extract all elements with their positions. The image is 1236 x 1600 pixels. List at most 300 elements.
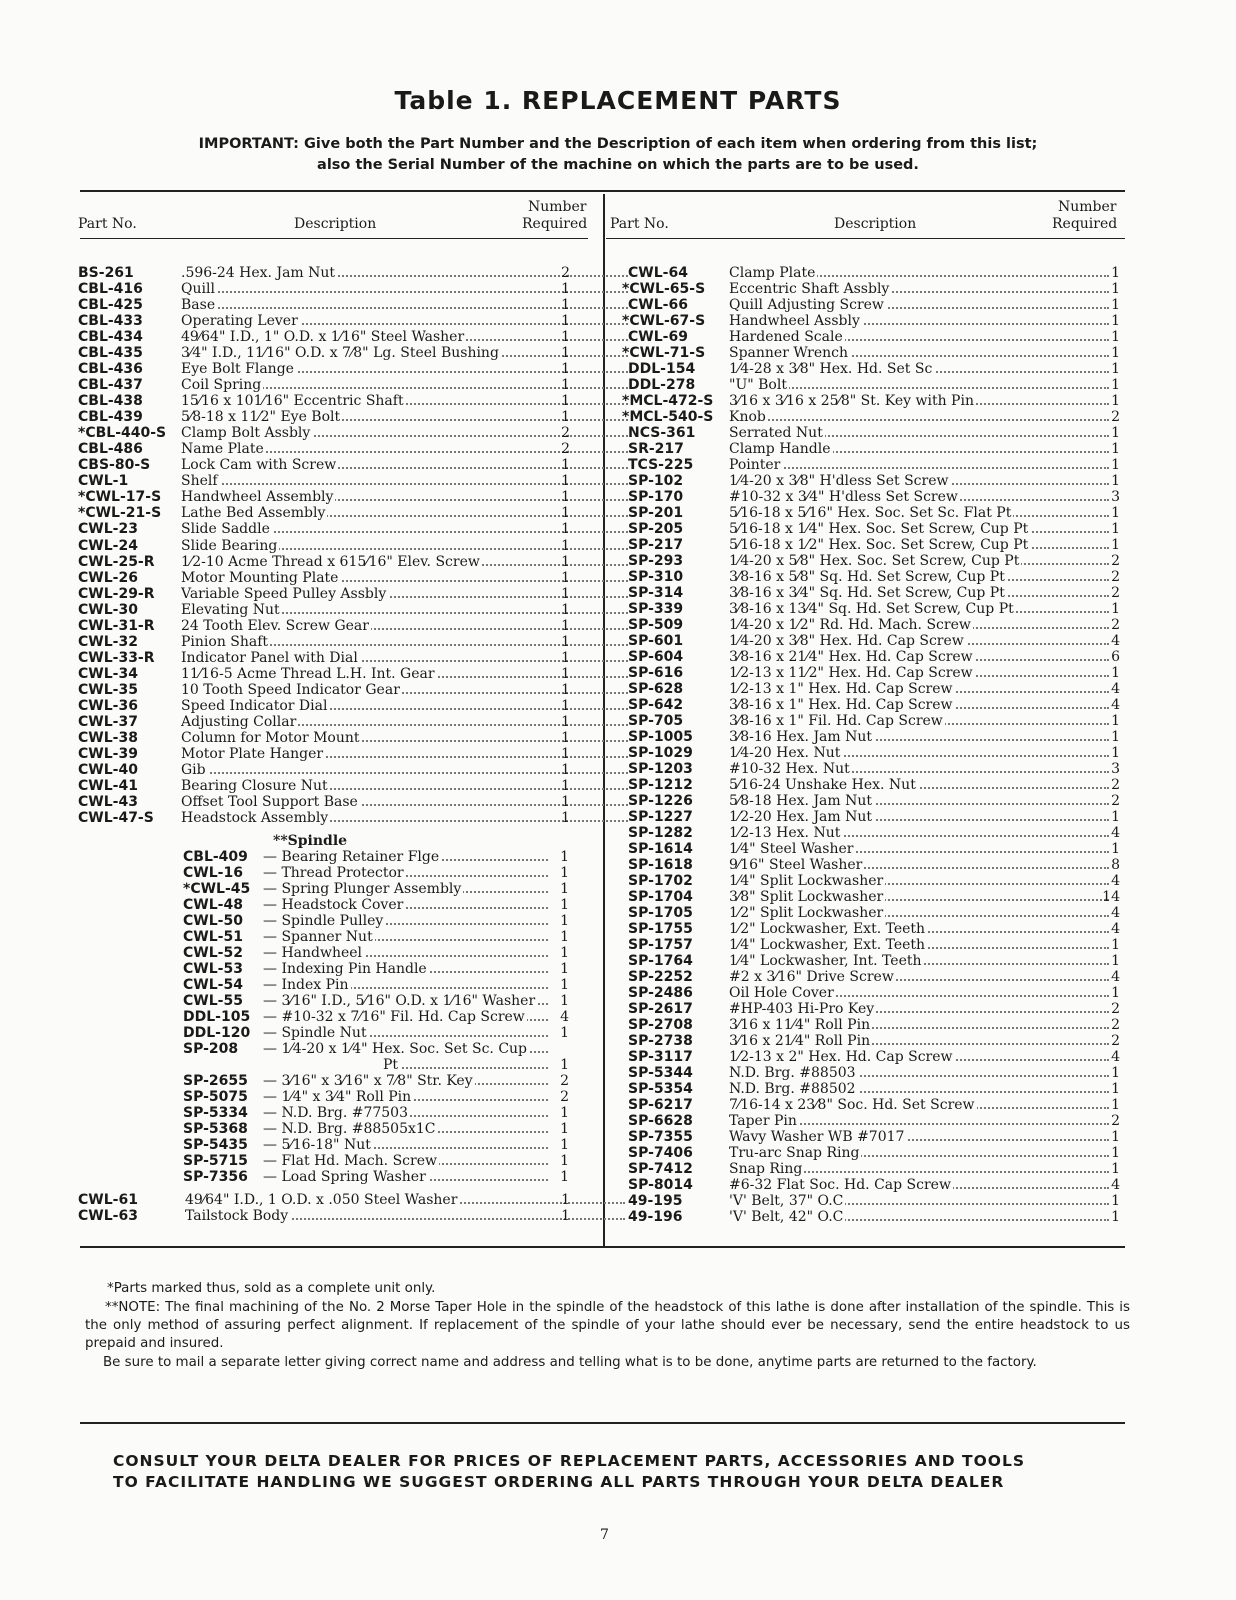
parts-row [183,993,578,1009]
part-quantity: 1 [561,665,570,682]
parts-row [78,409,578,425]
part-number: CWL-55 [183,993,243,1009]
part-number: CWL-30 [78,601,138,618]
part-description-text: #HP-403 Hi-Pro Key [729,1001,875,1017]
part-quantity: 1 [561,377,570,394]
parts-row [622,729,1122,745]
part-number: *CWL-45 [183,881,251,897]
parts-row [622,985,1122,1001]
part-number: SP-1203 [628,761,693,777]
part-number: SP-616 [628,665,684,681]
part-number: CBL-435 [78,345,143,362]
part-number: 49-196 [628,1209,683,1225]
parts-row [78,521,578,537]
parts-row [622,345,1122,361]
part-number: SP-7355 [628,1129,693,1145]
part-description-text: — N.D. Brg. #77503 [263,1105,408,1121]
part-number: SP-2252 [628,969,693,985]
part-quantity: 1 [1111,1145,1120,1161]
part-quantity: 1 [561,473,570,490]
part-quantity: 1 [560,881,569,897]
parts-row [622,1065,1122,1081]
parts-row [78,538,578,554]
part-number: CWL-61 [78,1192,138,1208]
parts-row [622,1145,1122,1161]
part-description [729,649,1109,665]
part-quantity: 1 [561,281,570,298]
part-quantity: 4 [1111,969,1120,985]
part-description [729,825,1109,841]
parts-row [183,1073,578,1089]
part-description-text: 5⁄16-24 Unshake Hex. Nut [729,777,916,793]
part-number: *CWL-65-S [622,281,706,297]
part-quantity: 1 [561,569,570,586]
part-quantity: 1 [1111,1081,1120,1097]
part-number: SP-1282 [628,825,693,841]
part-description [729,1177,1109,1193]
parts-row [183,1137,578,1153]
part-description [729,617,1109,633]
part-description [729,729,1109,745]
part-description-text: "U" Bolt [729,377,787,393]
header-rule-left [80,238,588,239]
part-number: SP-1226 [628,793,693,809]
part-number: SP-1755 [628,921,693,937]
part-description [729,457,1109,473]
parts-row [183,1057,578,1073]
part-quantity: 1 [1111,505,1120,521]
parts-row [622,569,1122,585]
part-description [729,265,1109,281]
parts-row [622,873,1122,889]
part-description-text: 3⁄8" Split Lockwasher [729,889,884,905]
parts-row [78,457,578,473]
part-quantity: 1 [560,1137,569,1153]
part-number: CBL-434 [78,329,143,346]
parts-row [622,393,1122,409]
part-description-text: — Spring Plunger Assembly [263,881,462,897]
part-number: BS-261 [78,265,134,281]
part-description-text: 11⁄16-5 Acme Thread L.H. Int. Gear [181,665,435,682]
part-quantity: 1 [1111,521,1120,537]
parts-row [183,1089,578,1105]
part-description-text: Coil Spring [181,377,262,394]
part-quantity: 1 [561,457,570,474]
part-description [729,601,1109,617]
part-quantity: 1 [1111,1209,1120,1225]
part-description-text: Serrated Nut [729,425,823,441]
part-number: CWL-33-R [78,649,155,666]
part-description-text: 3⁄8-16 x 3⁄4" Sq. Hd. Set Screw, Cup Pt [729,585,1005,601]
right-header-required: Required [1052,216,1118,232]
right-header-description: Description [834,216,917,232]
parts-row [622,809,1122,825]
part-number: SP-5334 [183,1105,248,1121]
part-description [263,961,548,977]
left-header-number: Number [528,199,587,215]
part-number: CWL-69 [628,329,688,345]
part-quantity: 1 [561,601,570,618]
part-quantity: 1 [1111,297,1120,313]
part-quantity: 1 [561,393,570,410]
part-quantity: 2 [560,1073,569,1089]
parts-row [622,473,1122,489]
parts-row [622,953,1122,969]
part-description [729,1001,1109,1017]
part-number: SP-5368 [183,1121,248,1137]
part-description [263,929,548,945]
parts-row [622,1097,1122,1113]
parts-row [78,794,578,810]
parts-row [78,602,578,618]
part-quantity: 1 [561,505,570,522]
part-description [263,1057,548,1073]
part-quantity: 14 [1102,889,1120,905]
part-quantity: 1 [1111,809,1120,825]
part-quantity: 1 [1111,313,1120,329]
parts-row [78,762,578,778]
consult-line2: TO FACILITATE HANDLING WE SUGGEST ORDERING ALL PARTS THROUGH YOUR DELTA DEALER [113,1473,1005,1491]
consult-line1: CONSULT YOUR DELTA DEALER FOR PRICES OF REPLACEMENT PARTS, ACCESSORIES AND TOOLS [113,1452,1025,1470]
parts-row [622,1081,1122,1097]
part-number: SP-1212 [628,777,693,793]
part-description [729,1145,1109,1161]
part-quantity: 1 [1111,1129,1120,1145]
part-description-text: Oil Hole Cover [729,985,834,1001]
part-quantity: 1 [1111,953,1120,969]
part-description-text: 49⁄64" I.D., 1 O.D. x .050 Steel Washer [185,1192,458,1208]
part-number: SP-208 [183,1041,239,1057]
part-number: CWL-51 [183,929,243,945]
part-quantity: 1 [560,977,569,993]
part-description [729,361,1109,377]
part-description [729,537,1109,553]
parts-row [78,714,578,730]
parts-row [78,489,578,505]
part-description-text: Name Plate [181,441,264,458]
parts-row [622,441,1122,457]
part-number: CWL-54 [183,977,243,993]
part-quantity: 1 [1111,537,1120,553]
part-quantity: 1 [561,361,570,378]
part-description [729,1097,1109,1113]
part-description [729,809,1109,825]
part-description-text: — N.D. Brg. #88505x1C [263,1121,436,1137]
part-quantity: 2 [561,425,570,442]
part-number: CBL-433 [78,313,143,330]
part-quantity: 1 [1111,601,1120,617]
parts-row [622,793,1122,809]
part-description-text: Bearing Closure Nut [181,777,328,794]
parts-row [622,313,1122,329]
part-description [729,841,1109,857]
part-description-text: Knob [729,409,766,425]
parts-row [622,681,1122,697]
part-description [729,969,1109,985]
part-description-text: N.D. Brg. #88503 [729,1065,856,1081]
note-star: *Parts marked thus, sold as a complete unit only. [107,1281,436,1296]
part-description [263,849,548,865]
part-quantity: 1 [1111,745,1120,761]
part-number: CWL-66 [628,297,688,313]
part-number: *CWL-71-S [622,345,706,361]
part-quantity: 1 [1111,345,1120,361]
part-number: SP-205 [628,521,684,537]
parts-row [622,1177,1122,1193]
part-description-text: 1⁄2-10 Acme Thread x 615⁄16" Elev. Screw [181,553,480,570]
part-description [729,313,1109,329]
part-quantity: 2 [1111,1033,1120,1049]
part-quantity: 4 [1111,681,1120,697]
part-number: SP-1764 [628,953,693,969]
part-quantity: 1 [561,777,570,794]
parts-row [183,881,578,897]
part-description-text: Variable Speed Pulley Assbly [181,585,387,602]
part-quantity: 4 [1111,1049,1120,1065]
part-quantity: 1 [560,1057,569,1073]
part-number: SP-705 [628,713,684,729]
part-quantity: 1 [561,489,570,506]
part-quantity: 1 [561,745,570,762]
parts-row [78,650,578,666]
part-description-text: Pinion Shaft [181,633,269,650]
top-rule [80,190,1125,192]
part-description [263,977,548,993]
part-description-text: 3⁄8-16 Hex. Jam Nut [729,729,873,745]
parts-row [183,961,578,977]
part-description-text: Eccentric Shaft Assbly [729,281,890,297]
part-quantity: 1 [1111,457,1120,473]
left-header-part-no: Part No. [78,216,137,232]
part-description-text: — 3⁄16" I.D., 5⁄16" O.D. x 1⁄16" Washer [263,993,536,1009]
part-description-text: 'V' Belt, 37" O.C [729,1193,844,1209]
parts-row [622,521,1122,537]
part-description-text: 3⁄16 x 11⁄4" Roll Pin [729,1017,871,1033]
part-quantity: 1 [560,865,569,881]
part-quantity: 1 [1111,425,1120,441]
part-quantity: 1 [561,697,570,714]
note-double-star: **NOTE: The final machining of the No. 2 Morse Taper Hole in the spindle of the headstock of this lathe is done after installation of the spindle. This is the only method of assuring perfect alignment. If replacement of the spindle of your lathe should ever be necessary, send the entire headstock to us prepaid and insured. [85,1300,1130,1351]
part-quantity: 1 [561,729,570,746]
parts-row [622,409,1122,425]
part-description [263,1169,548,1185]
part-number: SP-1702 [628,873,693,889]
part-description-text: 1⁄4-28 x 3⁄8" Hex. Hd. Set Sc [729,361,933,377]
part-number: *CBL-440-S [78,425,167,442]
part-quantity: 4 [1111,825,1120,841]
part-number: CWL-41 [78,777,138,794]
part-description-text: — Bearing Retainer Flge [263,849,440,865]
part-description [729,489,1109,505]
part-quantity: 1 [561,649,570,666]
parts-row [622,889,1122,905]
part-number: SP-5354 [628,1081,693,1097]
part-description [729,793,1109,809]
part-description-text: 7⁄16-14 x 23⁄8" Soc. Hd. Set Screw [729,1097,975,1113]
part-description-text: 1⁄4-20 x 3⁄8" H'dless Set Screw [729,473,949,489]
part-description-text: 1⁄2-13 x 11⁄2" Hex. Hd. Cap Screw [729,665,973,681]
part-number: SP-642 [628,697,684,713]
parts-row [78,281,578,297]
parts-row [78,1192,578,1208]
part-description-text: Quill Adjusting Screw [729,297,884,313]
part-quantity: 4 [560,1009,569,1025]
part-description [729,745,1109,761]
part-quantity: 1 [560,993,569,1009]
parts-row [183,849,578,865]
part-description-text: Clamp Handle [729,441,831,457]
part-description-text: 5⁄16-18 x 1⁄2" Hex. Soc. Set Screw, Cup Pt [729,537,1029,553]
part-description-text: — #10-32 x 7⁄16" Fil. Hd. Cap Screw [263,1009,525,1025]
part-quantity: 1 [561,1208,570,1224]
part-description [263,1153,548,1169]
part-quantity: 1 [1111,937,1120,953]
part-quantity: 1 [560,945,569,961]
part-description [729,1065,1109,1081]
part-number: *MCL-472-S [622,393,714,409]
parts-row [622,281,1122,297]
part-number: SP-6217 [628,1097,693,1113]
part-number: SP-1704 [628,889,693,905]
part-description [729,585,1109,601]
parts-row [622,1017,1122,1033]
part-description-text: — 1⁄4-20 x 1⁄4" Hex. Soc. Set Sc. Cup [263,1041,528,1057]
part-quantity: 3 [1111,489,1120,505]
part-quantity: 1 [1111,361,1120,377]
part-description-text: Pointer [729,457,781,473]
parts-row [622,553,1122,569]
part-description-text: 1⁄4" Lockwasher, Int. Teeth [729,953,922,969]
part-description-text: 1⁄4-20 x 5⁄8" Hex. Soc. Set Screw, Cup Pt [729,553,1020,569]
part-description-text: 1⁄4" Lockwasher, Ext. Teeth [729,937,926,953]
part-description-text: 10 Tooth Speed Indicator Gear [181,681,400,698]
part-description-text: Snap Ring [729,1161,803,1177]
parts-row [622,505,1122,521]
part-number: CWL-53 [183,961,243,977]
part-number: CBL-438 [78,393,143,410]
part-quantity: 4 [1111,921,1120,937]
part-description [729,1081,1109,1097]
part-description [729,569,1109,585]
part-description [729,1193,1109,1209]
part-description [729,761,1109,777]
parts-row [78,698,578,714]
part-description-text: — Thread Protector [263,865,404,881]
part-number: CWL-47-S [78,810,154,827]
parts-row [622,649,1122,665]
part-quantity: 4 [1111,697,1120,713]
part-number: SP-1029 [628,745,693,761]
part-quantity: 1 [560,1121,569,1137]
part-description-text: Offset Tool Support Base [181,793,358,810]
parts-row [622,761,1122,777]
part-description [729,889,1109,905]
part-quantity: 6 [1111,649,1120,665]
part-number: CWL-40 [78,761,138,778]
part-number: SP-5715 [183,1153,248,1169]
part-description-text: #2 x 3⁄16" Drive Screw [729,969,894,985]
part-number: CBL-437 [78,377,143,394]
part-description [729,1129,1109,1145]
part-description-text: Tru-arc Snap Ring [729,1145,860,1161]
part-description [263,865,548,881]
part-description [263,1041,548,1057]
part-description [729,713,1109,729]
parts-row [78,377,578,393]
part-description-text: 3⁄16 x 3⁄16 x 25⁄8" St. Key with Pin [729,393,974,409]
parts-row [622,665,1122,681]
part-number: CWL-43 [78,793,138,810]
part-description [263,913,548,929]
part-number: DDL-120 [183,1025,251,1041]
part-number: SP-170 [628,489,684,505]
left-header-required: Required [522,216,588,232]
part-description-text: Speed Indicator Dial [181,697,328,714]
part-description-text: Clamp Plate [729,265,816,281]
part-number: SP-601 [628,633,684,649]
part-quantity: 2 [1111,1113,1120,1129]
part-description [263,1009,548,1025]
part-quantity: 2 [561,441,570,458]
part-description-text: Handwheel Assbly [729,313,860,329]
important-label: IMPORTANT: [198,136,299,152]
parts-row [622,457,1122,473]
part-number: CWL-23 [78,521,138,538]
part-quantity: 3 [1111,761,1120,777]
parts-row [183,977,578,993]
part-quantity: 1 [1111,985,1120,1001]
part-quantity: 1 [561,345,570,362]
part-description-text: Wavy Washer WB #7017 [729,1129,905,1145]
parts-row [183,929,578,945]
part-quantity: 1 [1111,1065,1120,1081]
part-description-text: 3⁄8-16 x 5⁄8" Sq. Hd. Set Screw, Cup Pt [729,569,1005,585]
part-quantity: 1 [560,929,569,945]
part-number: CWL-31-R [78,617,155,634]
parts-row [622,713,1122,729]
parts-row [78,313,578,329]
part-description-text: 9⁄16" Steel Washer [729,857,863,873]
part-description-text: — Headstock Cover [263,897,404,913]
parts-row [622,633,1122,649]
part-description [729,633,1109,649]
parts-row [622,777,1122,793]
parts-row [183,1105,578,1121]
part-description [729,553,1109,569]
part-number: CBL-416 [78,281,143,298]
parts-row [622,489,1122,505]
part-description [729,409,1109,425]
part-quantity: 1 [1111,1097,1120,1113]
part-description-text: 1⁄2-13 x 2" Hex. Hd. Cap Screw [729,1049,953,1065]
part-number: CWL-38 [78,729,138,746]
part-number: DDL-105 [183,1009,251,1025]
parts-row [622,1049,1122,1065]
part-description-text: 1⁄2-13 Hex. Nut [729,825,841,841]
part-quantity: 1 [560,1169,569,1185]
part-description-text: — Spanner Nut [263,929,373,945]
part-description [263,897,548,913]
part-description-text: 3⁄8-16 x 21⁄4" Hex. Hd. Cap Screw [729,649,973,665]
part-number: SP-8014 [628,1177,693,1193]
part-description [263,945,548,961]
part-number: SP-5344 [628,1065,693,1081]
part-description-text: Headstock Assembly [181,810,329,827]
parts-row [622,585,1122,601]
important-notice [0,134,1236,176]
part-description-text: .596-24 Hex. Jam Nut [181,265,336,281]
part-number: SP-6628 [628,1113,693,1129]
